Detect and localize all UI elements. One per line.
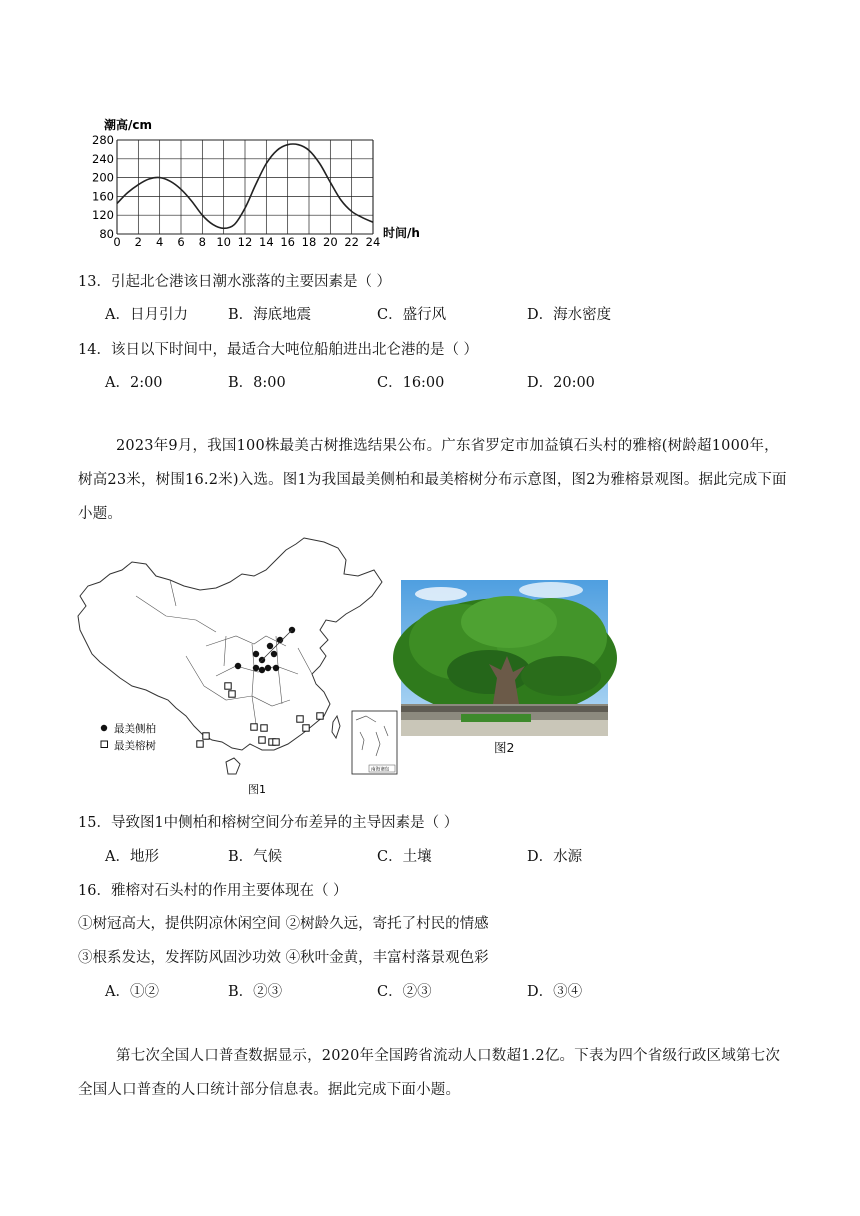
banyan-marker: [261, 725, 267, 731]
cypress-marker: [267, 643, 273, 649]
q16-option-d[interactable]: D．③④: [527, 984, 583, 1000]
chart-xticks: [113, 235, 380, 249]
q14-option-b[interactable]: B．8:00: [228, 375, 286, 391]
cypress-marker: [271, 651, 277, 657]
q14-option-a[interactable]: A．2:00: [105, 375, 163, 391]
x-tick-label: 0: [113, 235, 121, 249]
q15-option-c[interactable]: C．土壤: [377, 849, 432, 865]
legend-cypress-label: 最美侧柏: [114, 723, 156, 735]
q14-option-c[interactable]: C．16:00: [377, 375, 445, 391]
q16-option-a[interactable]: A．①②: [105, 984, 159, 1000]
inset-label: 南海诸岛: [371, 767, 390, 773]
passage-census: 第七次全国人口普查数据显示，2020年全国跨省流动人口数超1.2亿。下表为四个省级行政区域第七次全国人口普查的人口统计部分信息表。据此完成下面小题。: [78, 1048, 781, 1098]
photo-caption: 图2: [494, 740, 515, 755]
china-tree-map: [76, 536, 406, 798]
x-tick-label: 18: [301, 235, 317, 249]
chart-grid: [117, 140, 373, 234]
q16-statements-line1: ①树冠高大，提供阴凉休闲空间 ②树龄久远，寄托了村民的情感: [78, 916, 489, 932]
q15-option-b[interactable]: B．气候: [228, 849, 283, 865]
legend-cypress-symbol: [101, 725, 107, 731]
x-tick-label: 16: [280, 235, 295, 249]
cypress-marker: [253, 665, 259, 671]
taiwan-island: [332, 716, 340, 738]
y-tick-label: 200: [92, 170, 114, 185]
x-tick-label: 24: [365, 235, 381, 249]
banyan-marker: [259, 737, 265, 743]
banyan-photo: [401, 580, 608, 736]
y-tick-label: 120: [92, 208, 114, 223]
x-tick-label: 10: [216, 235, 231, 249]
tide-chart: [92, 110, 436, 250]
x-tick-label: 8: [198, 235, 206, 249]
q13-option-c[interactable]: C．盛行风: [377, 307, 447, 323]
q13-option-d[interactable]: D．海水密度: [527, 307, 612, 323]
cypress-marker: [265, 665, 271, 671]
cypress-marker: [259, 667, 265, 673]
banyan-marker: [225, 683, 231, 689]
q15-option-d[interactable]: D．水源: [527, 849, 583, 865]
cypress-marker: [273, 665, 279, 671]
banyan-marker: [203, 733, 209, 739]
passage-ancient-trees: 2023年9月，我国100株最美古树推选结果公布。广东省罗定市加益镇石头村的雅榕(树龄超1000年，树高23米，树围16.2米)入选。图1为我国最美侧柏和最美榕树分布示意图，图2为雅榕景观图。据此完成下面小题。: [78, 438, 787, 522]
x-tick-label: 6: [177, 235, 185, 249]
x-tick-label: 2: [134, 235, 142, 249]
chart-xlabel: 时间/h: [383, 226, 420, 240]
banyan-marker: [251, 724, 257, 730]
x-tick-label: 20: [323, 235, 338, 249]
q15-option-a[interactable]: A．地形: [105, 849, 159, 865]
y-tick-label: 240: [92, 151, 114, 166]
legend-banyan-symbol: [101, 741, 108, 748]
q16-statements-line2: ③根系发达，发挥防风固沙功效 ④秋叶金黄，丰富村落景观色彩: [78, 950, 489, 966]
banyan-marker: [197, 741, 203, 747]
q13-stem: 13．引起北仑港该日潮水涨落的主要因素是（ ）: [78, 274, 392, 290]
y-tick-label: 80: [99, 227, 114, 241]
chart-yticks: [92, 133, 114, 241]
banyan-marker: [297, 716, 303, 722]
x-tick-label: 14: [259, 235, 274, 249]
q13-option-a[interactable]: A．日月引力: [105, 307, 188, 323]
q14-stem: 14．该日以下时间中，最适合大吨位船舶进出北仑港的是（ ）: [78, 342, 479, 358]
legend-banyan-label: 最美榕树: [114, 740, 156, 752]
x-tick-label: 4: [156, 235, 164, 249]
y-tick-label: 160: [92, 189, 114, 204]
chart-ylabel: 潮高/cm: [104, 118, 153, 132]
banyan-marker: [229, 691, 235, 697]
south-china-sea-inset: [352, 711, 397, 774]
q14-option-d[interactable]: D．20:00: [527, 375, 595, 391]
cypress-marker: [253, 651, 259, 657]
q16-option-c[interactable]: C．②③: [377, 984, 432, 1000]
q16-stem: 16．雅榕对石头村的作用主要体现在（ ）: [78, 883, 348, 899]
y-tick-label: 280: [92, 133, 114, 147]
x-tick-label: 22: [344, 235, 359, 249]
banyan-marker: [303, 725, 309, 731]
x-tick-label: 12: [237, 235, 253, 249]
banyan-marker: [317, 713, 323, 719]
q16-option-b[interactable]: B．②③: [228, 984, 283, 1000]
q15-stem: 15．导致图1中侧柏和榕树空间分布差异的主导因素是（ ）: [78, 815, 459, 831]
banyan-marker: [273, 739, 279, 745]
q13-option-b[interactable]: B．海底地震: [228, 307, 312, 323]
map-caption: 图1: [248, 783, 266, 796]
hainan-island: [226, 758, 240, 774]
cypress-marker: [235, 663, 241, 669]
